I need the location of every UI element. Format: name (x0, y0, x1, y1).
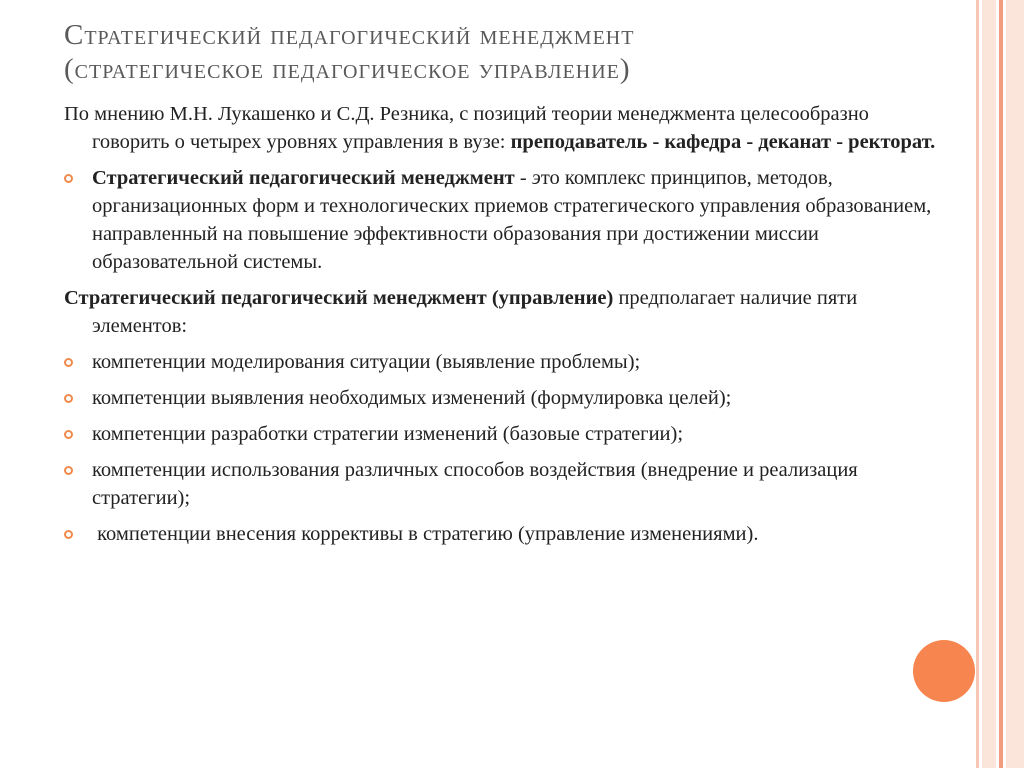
bullet-ring-icon (64, 394, 73, 403)
element-text: компетенции использования различных способов воздействия (внедрение и реализация стратегии); (92, 459, 858, 509)
bullet-ring-icon (64, 466, 73, 475)
stripe (976, 0, 979, 768)
element-bullet (64, 420, 944, 448)
stripe (982, 0, 996, 768)
element-text: компетенции моделирования ситуации (выявление проблемы); (92, 351, 641, 373)
stripe (999, 0, 1003, 768)
bullet-ring-icon (64, 530, 73, 539)
bullet-ring-icon (64, 174, 73, 183)
stripe (1006, 0, 1024, 768)
decorative-stripes (976, 0, 1024, 768)
intro-paragraph (64, 100, 944, 156)
elements-intro-bold: Стратегический педагогический менеджмент (управление) (64, 287, 614, 309)
title-line-1: Стратегический педагогический менеджмент (64, 19, 635, 51)
element-text: компетенции внесения коррективы в стратегию (управление изменениями). (92, 523, 759, 545)
definition-term: Стратегический педагогический менеджмент (92, 167, 515, 189)
element-text: компетенции выявления необходимых изменений (формулировка целей); (92, 387, 732, 409)
elements-intro (64, 284, 944, 340)
slide-title (64, 18, 924, 86)
definition-text: то комплекс принципов, методов, организационных форм и технологических приемов стратегического управления образованием, направленный на повышение эффективности образования при достижении миссии образовательной системы. (92, 167, 932, 273)
intro-bold: преподаватель - кафедра - деканат - ректорат. (510, 131, 936, 153)
element-bullet (64, 520, 944, 548)
element-bullet (64, 384, 944, 412)
element-text: компетенции разработки стратегии изменений (базовые стратегии); (92, 423, 684, 445)
element-bullet (64, 456, 944, 512)
intro-text: По мнению М.Н. Лукашенко и С.Д. Резника, с позиций теории менеджмента целесообразно говорить о четырех уровнях управления в вузе: (64, 103, 869, 153)
element-bullet (64, 348, 944, 376)
definition-bullet (64, 164, 944, 276)
elements-intro-text: предполагает наличие пяти элементов: (92, 287, 858, 337)
slide-body (64, 100, 944, 556)
bullet-ring-icon (64, 430, 73, 439)
bullet-ring-icon (64, 358, 73, 367)
title-line-2: (стратегическое педагогическое управление) (64, 53, 631, 85)
definition-dash: - э (514, 167, 541, 189)
decorative-circle (913, 640, 975, 702)
